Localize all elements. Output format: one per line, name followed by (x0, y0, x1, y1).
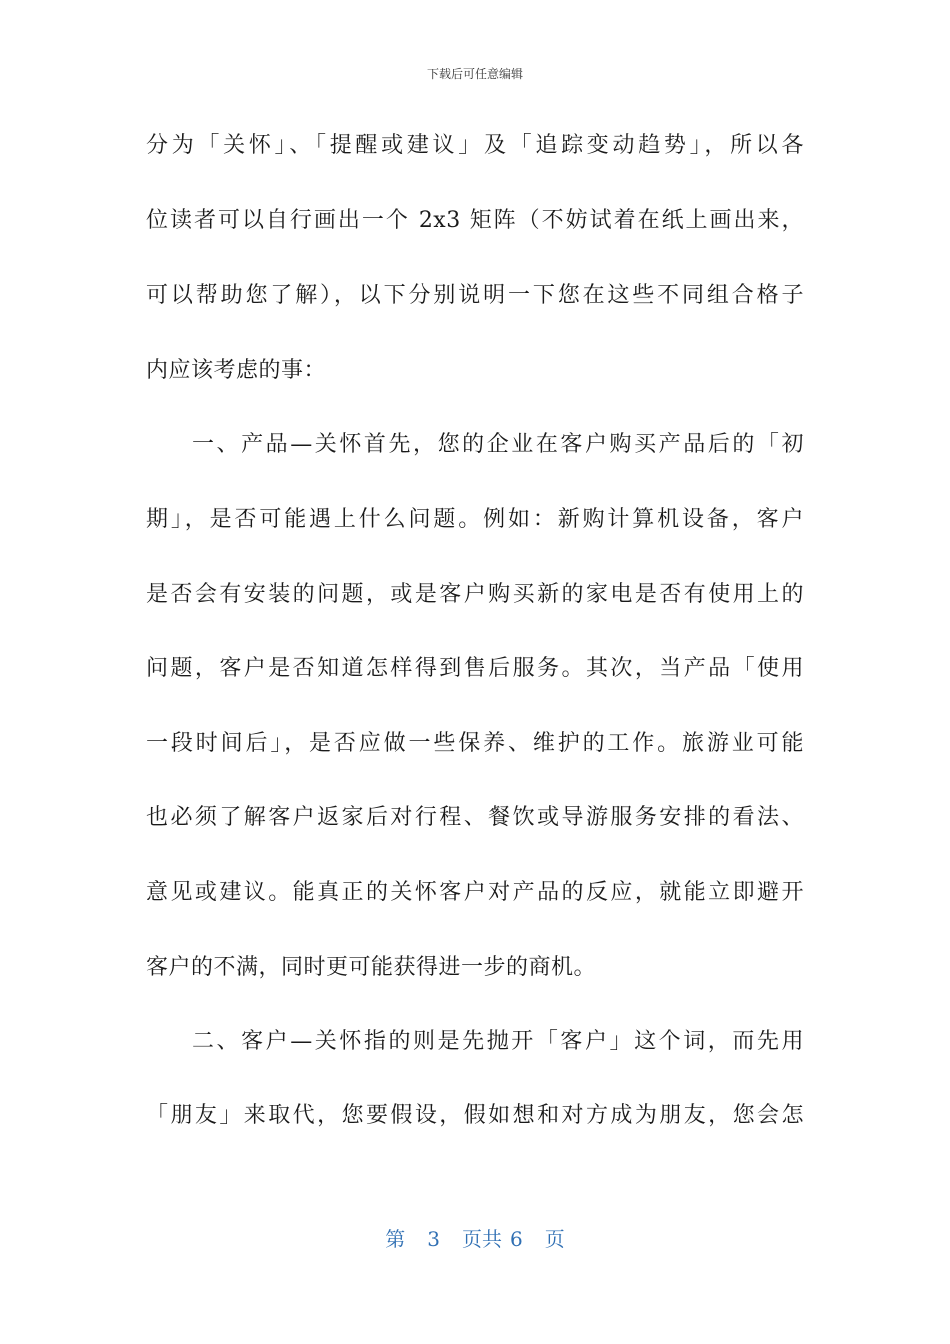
page-header-note: 下载后可任意编辑 (426, 67, 523, 81)
paragraph-start-line: 一、产品—关怀首先，您的企业在客户购买产品后的「初 (192, 432, 804, 457)
text-line: 意见或建议。能真正的关怀客户对产品的反应，就能立即避开 (146, 880, 804, 905)
text-line: 客户的不满，同时更可能获得进一步的商机。 (146, 955, 597, 980)
paragraph-start-line: 二、客户—关怀指的则是先抛开「客户」这个词，而先用 (192, 1029, 804, 1054)
page-number-footer (0, 1226, 950, 1252)
total-page-number: 6 (510, 1227, 523, 1251)
text-line: 是否会有安装的问题，或是客户购买新的家电是否有使用上的 (146, 582, 804, 607)
text-line: 位读者可以自行画出一个 2x3 矩阵（不妨试着在纸上画出来， (146, 208, 804, 233)
text-line: 可以帮助您了解），以下分别说明一下您在这些不同组合格子 (146, 283, 804, 308)
text-line: 问题，客户是否知道怎样得到售后服务。其次，当产品「使用 (146, 656, 804, 681)
text-line: 「朋友」来取代，您要假设，假如想和对方成为朋友，您会怎 (146, 1103, 804, 1128)
text-line: 期」，是否可能遇上什么问题。例如：新购计算机设备，客户 (146, 507, 804, 532)
footer-prefix: 第 (385, 1227, 406, 1251)
text-line: 分为「关怀」、「提醒或建议」及「追踪变动趋势」，所以各 (146, 133, 804, 158)
footer-suffix: 页 (544, 1227, 565, 1251)
text-line: 也必须了解客户返家后对行程、餐饮或导游服务安排的看法、 (146, 805, 804, 830)
current-page-number: 3 (427, 1227, 440, 1251)
text-line: 一段时间后」，是否应做一些保养、维护的工作。旅游业可能 (146, 731, 804, 756)
text-line: 内应该考虑的事： (146, 358, 327, 383)
footer-middle: 页共 (462, 1227, 502, 1251)
